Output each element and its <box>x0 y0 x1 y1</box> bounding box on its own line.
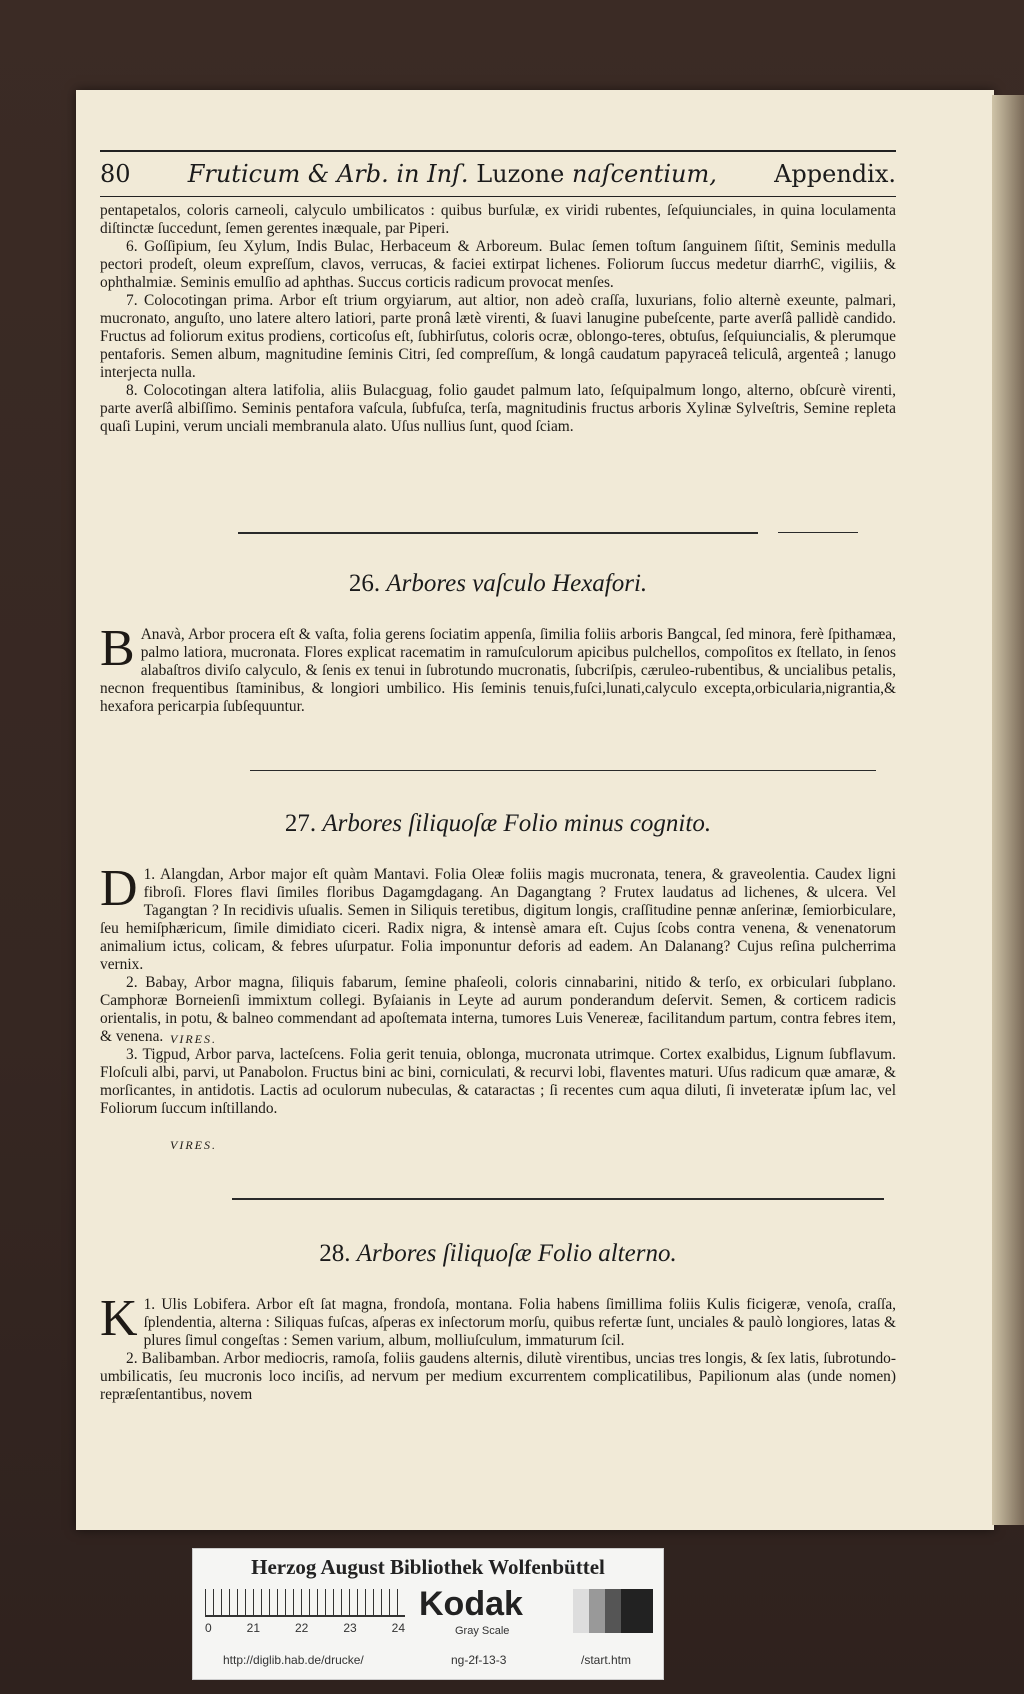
file-name: /start.htm <box>581 1653 632 1667</box>
paragraph: pentapetalos, coloris carneoli, calyculo umbilicatos : quibus burſulæ, ex viridi rubentes, ſeſquiunciales, in quina loculamenta diſtinctæ ſuccedunt, ſemen gerentes inæquale, par Piperi. <box>100 202 896 237</box>
section-rule-short <box>778 532 858 533</box>
section-heading: Arbores ſiliquoſæ Folio alterno. <box>356 1240 677 1267</box>
section-heading: Arbores ſiliquoſæ Folio minus cognito. <box>322 810 712 837</box>
running-title-part1: Fruticum & Arb. in Inſ. <box>187 160 469 188</box>
paragraph: 8. Colocotingan altera latifolia, aliis Bulacguag, folio gaudet palmum lato, ſeſquipalmum longo, alterno, obſcurè virenti, parte averſâ albiſſimo. Seminis pentafora vaſcula, ſubfuſca, terſa, magnitudinis fructus arboris Xylinæ Sylveſtris, Semine repleta quaſi Lupini, verum unciali membranula alato. Uſus nullius ſunt, quod ſciam. <box>100 382 896 435</box>
paragraph: 2. Babay, Arbor magna, ſiliquis fabarum, ſemine phaſeoli, coloris cinnabarini, nitido & terſo, ex orbiculari ſubplano. Camphoræ Borneienſi immixtum collegi. Byſaianis in Leyte ad aurum ponderandum deſervit. Semen, & corticem radicis orientalis, in potu, & balneo commendant ad apoſtemata interna, tumores Luis Venereæ, facilitandum partum, contra febres item, & venena. <box>100 974 896 1045</box>
section-title-27 <box>100 810 896 838</box>
section-rule <box>238 532 758 534</box>
ruler-number: 22 <box>294 1621 309 1635</box>
section-number: 26. <box>348 570 381 597</box>
ruler-number: 24 <box>391 1621 405 1635</box>
ruler-number: 0 <box>205 1621 212 1635</box>
section-26-text <box>100 620 896 716</box>
page-number: 80 <box>100 160 131 188</box>
library-url: http://diglib.hab.de/drucke/ <box>223 1653 364 1667</box>
running-head <box>100 150 896 197</box>
margin-note-vires: VIRES. <box>170 1138 217 1152</box>
running-title <box>188 160 717 188</box>
paragraph: 3. Tigpud, Arbor parva, lacteſcens. Folia gerit tenuia, oblonga, mucronata utrimque. Cortex exalbidus, Lignum ſubflavum. Floſculi albi, parvi, ut Panabolon. Fructus bini ac bini, corniculati, & recurvi lobi, flaventes maturi. Uſus radicum quæ amaræ, & morſicantes, in antidotis. Lactis ad oculorum nubeculas, & cataractas ; ſi recentes cum aqua diluti, ſi inveteratæ ipſum lac, vel Foliorum ſuccum inſtillando. <box>100 1046 896 1117</box>
section-28-text <box>100 1290 896 1404</box>
section-heading: Arbores vaſculo Hexafori. <box>386 570 648 597</box>
gray-scale-swatch <box>573 1589 653 1633</box>
paragraph: 2. Balibamban. Arbor mediocris, ramoſa, foliis gaudens alternis, dilutè virentibus, uncias tres longis, & ſex latis, ſubrotundo-umbilicatis, ſeu mucronis loco inciſis, ad nervum per medium excurrentem complicatilibus, Papilionum alas (unde nomen) repræſentantibus, novem <box>100 1350 896 1403</box>
drop-cap: K <box>100 1290 138 1347</box>
section-27-text <box>100 860 896 1118</box>
ruler-numbers <box>205 1621 405 1635</box>
gray-scale-label: Gray Scale <box>455 1625 510 1637</box>
library-name: Herzog August Bibliothek Wolfenbüttel <box>251 1555 605 1579</box>
section-title-26 <box>100 570 896 598</box>
ruler-number: 21 <box>246 1621 261 1635</box>
paragraph: 6. Goſſipium, ſeu Xylum, Indis Bulac, Herbaceum & Arboreum. Bulac ſemen toſtum ſanguinem ſiſtit, Seminis medulla pectori prodeſt, oleum expreſſum, clavos, verrucas, & faciei extirpat lichenes. Foliorum ſuccus medetur diarrhϾ, vigiliis, & ophthalmiæ. Seminis emulſio ad aphthas. Succus corticis radicum provocat menſes. <box>100 238 896 291</box>
section-rule <box>232 1198 884 1200</box>
intro-text <box>100 202 896 436</box>
section-number: 27. <box>284 810 317 837</box>
paragraph: 7. Colocotingan prima. Arbor eſt trium orgyiarum, aut altior, non adeò craſſa, luxurians, folio alternè exeunte, palmari, mucronato, anguſto, uno latere altero latiori, parte pronâ lætè virenti, & ſuavi lanugine pubeſcente, parte averſâ pallidè candido. Fructus ad foliorum exitus prodiens, corticoſus eſt, ſubhirſutus, coloris ocræ, oblongo-teres, obtuſus, ſeſquiuncialis, & plerumque pentaforis. Semen album, magnitudine ſeminis Citri, ſed compreſſum, & longâ caudatum papyraceâ teliculâ, argenteâ ; lanugo interjecta nulla. <box>100 292 896 381</box>
drop-cap: B <box>100 620 135 677</box>
running-title-part3: naſcentium, <box>571 160 717 188</box>
section-rule <box>250 770 876 771</box>
scale-ruler <box>205 1589 405 1617</box>
shelf-code: ng-2f-13-3 <box>451 1653 507 1667</box>
section-title-28 <box>100 1240 896 1268</box>
kodak-logo: Kodak <box>419 1585 523 1623</box>
section-number: 28. <box>319 1240 351 1267</box>
running-title-part2: Luzone <box>476 160 565 188</box>
library-scan-label <box>192 1548 664 1680</box>
facing-page-edge <box>992 95 1024 1525</box>
margin-note-vires: VIRES. <box>170 1032 217 1046</box>
ruler-number: 23 <box>343 1621 357 1635</box>
drop-cap: D <box>100 860 138 917</box>
paragraph: Anavà, Arbor procera eſt & vaſta, folia gerens ſociatim appenſa, ſimilia foliis arboris Bangcal, ſed minora, ferè ſpithamæa, palmo latiora, mucronata. Flores explicat racematim in ramuſculorum apicibus pulchellos, compoſitos ex ſtellato, in ſenos alabaſtros diviſo calyculo, & ſenis ex tenui in ſubrotundo mucronatis, ſubcriſpis, cæruleo-rubentibus, & uncialibus petalis, necnon frequentibus ſtaminibus, & longiori umbilico. His ſeminis tenuis,fuſci,lunati,calyculo excepta,orbicularia,nigrantia,& hexafora pericarpia ſubſequuntur. <box>100 626 896 715</box>
paragraph: 1. Alangdan, Arbor major eſt quàm Mantavi. Folia Oleæ foliis magis mucronata, tenera, & graveolentia. Caudex ligni fibroſi. Flores flavi ſimiles floribus Dagamgdagang. An Dagangtang ? Frutex laudatus ad lichenes, & ulcera. Vel Tagangtan ? In recidivis uſualis. Semen in Siliquis teretibus, digitum longis, craſſitudine pennæ anſerinæ, ſemiorbiculare, ſeu hemiſphæricum, ſimile dimidiato ciceri. Radix nigra, & intensè amara eſt. Cujus ſcobs contra venena, & venenatorum animalium ictus, colicam, & febres uſurpatur. Folia imponuntur deforis ad eadem. An Dalanang? Cujus reſina pulcherrima vernix. <box>100 866 896 973</box>
running-title-appendix: Appendix. <box>774 160 896 188</box>
paragraph: 1. Ulis Lobifera. Arbor eſt ſat magna, frondoſa, montana. Folia habens ſimillima foliis Kulis ficigeræ, venoſa, craſſa, ſplendentia, alterna : Siliquas fuſcas, aſperas ex inſectorum morſu, quibus refertæ ſunt, unciales & paulò longiores, latas & plures ſimul congeſtas : Semen varium, album, molliuſculum, immaturum ſcil. <box>143 1296 896 1349</box>
